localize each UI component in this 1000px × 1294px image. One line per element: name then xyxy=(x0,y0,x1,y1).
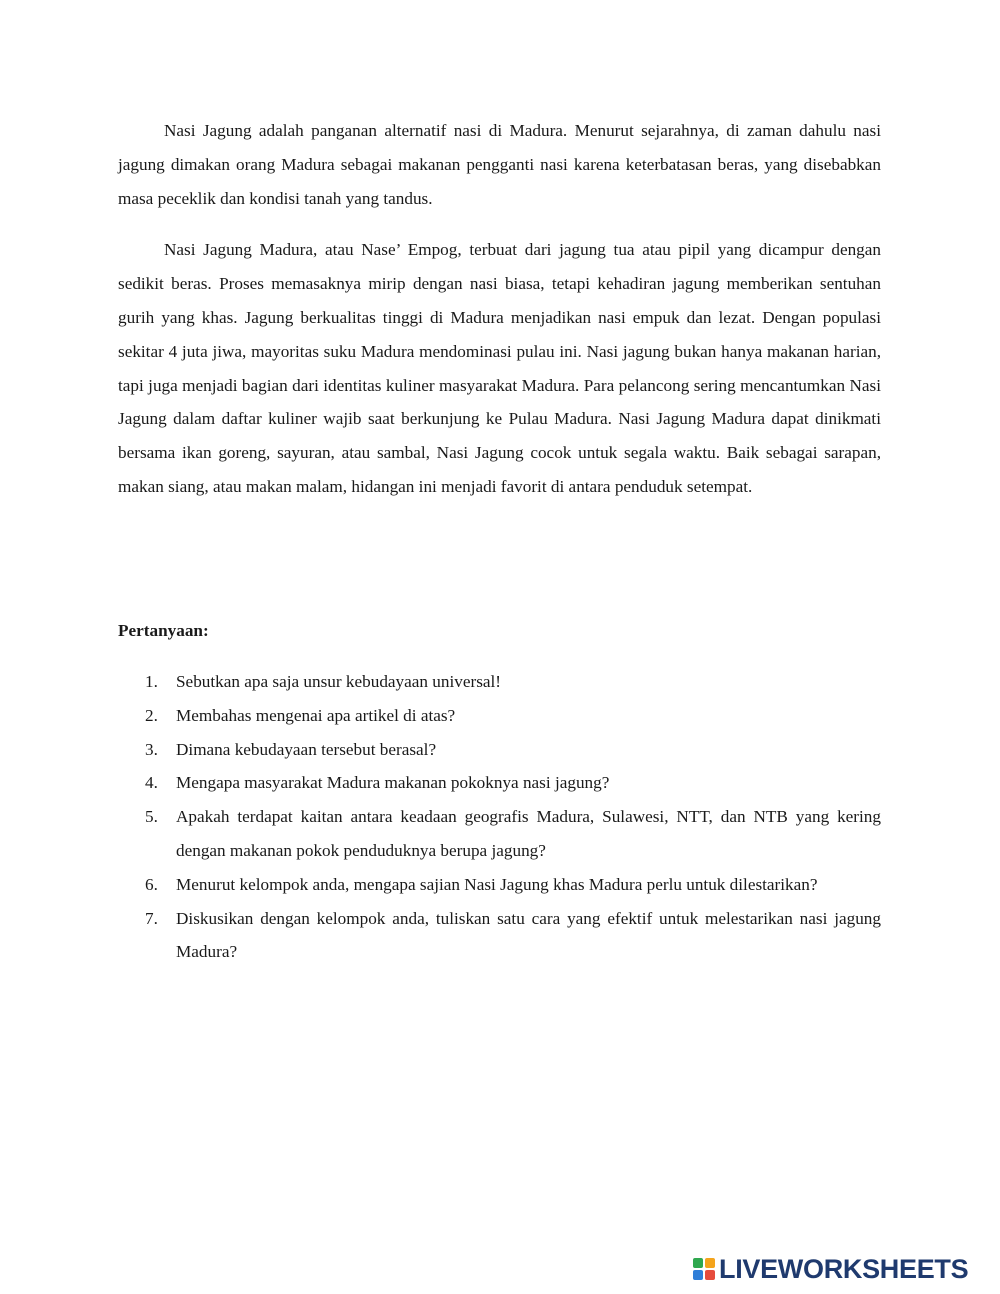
brand-name: LIVEWORKSHEETS xyxy=(719,1254,969,1284)
liveworksheets-logo-icon xyxy=(693,1258,715,1280)
article-paragraph-1: Nasi Jagung adalah panganan alternatif nasi di Madura. Menurut sejarahnya, di zaman dahulu nasi jagung dimakan orang Madura sebagai makanan pengganti nasi karena keterbatasan beras, yang disebabkan masa peceklik dan kondisi tanah yang tandus. xyxy=(118,121,881,208)
article-paragraph-2: Nasi Jagung Madura, atau Nase’ Empog, terbuat dari jagung tua atau pipil yang dicampur dengan sedikit beras. Proses memasaknya mirip dengan nasi biasa, tetapi kehadiran jagung memberikan sentuhan gurih yang khas. Jagung berkualitas tinggi di Madura menjadikan nasi empuk dan lezat. Dengan populasi sekitar 4 juta jiwa, mayoritas suku Madura mendominasi pulau ini. Nasi jagung bukan hanya makanan harian, tapi juga menjadi bagian dari identitas kuliner masyarakat Madura. Para pelancong sering mencantumkan Nasi Jagung dalam daftar kuliner wajib saat berkunjung ke Pulau Madura. Nasi Jagung Madura dapat dinikmati bersama ikan goreng, sayuran, atau sambal, Nasi Jagung cocok untuk segala waktu. Baik sebagai sarapan, makan siang, atau makan malam, hidangan ini menjadi favorit di antara penduduk setempat. xyxy=(118,240,881,496)
question-number: 1. xyxy=(145,672,158,691)
question-item xyxy=(118,868,881,902)
question-item xyxy=(118,733,881,767)
question-number: 4. xyxy=(145,773,158,793)
question-item xyxy=(118,665,881,699)
question-list xyxy=(118,665,881,969)
logo-square-blue xyxy=(693,1270,703,1280)
question-item xyxy=(118,902,881,970)
logo-square-orange xyxy=(705,1258,715,1268)
question-text: Apakah terdapat kaitan antara keadaan geografis Madura, Sulawesi, NTT, dan NTB yang kering dengan makanan pokok penduduknya berupa jagung? xyxy=(176,807,881,860)
question-text: Diskusikan dengan kelompok anda, tuliskan satu cara yang efektif untuk melestarikan nasi jagung Madura? xyxy=(176,908,881,962)
question-item xyxy=(118,766,881,800)
question-item xyxy=(118,800,881,868)
question-number: 6. xyxy=(145,874,158,894)
question-number: 2. xyxy=(145,705,158,725)
question-text: Mengapa masyarakat Madura makanan pokoknya nasi jagung? xyxy=(176,773,610,793)
question-text: Dimana kebudayaan tersebut berasal? xyxy=(176,739,437,759)
liveworksheets-brand[interactable] xyxy=(693,1255,968,1283)
question-number: 5. xyxy=(145,807,158,827)
questions-heading: Pertanyaan: xyxy=(118,621,209,640)
question-text: Menurut kelompok anda, mengapa sajian Nasi Jagung khas Madura perlu untuk dilestarikan? xyxy=(176,874,818,894)
question-item xyxy=(118,699,881,733)
article-body xyxy=(118,114,881,504)
logo-square-red xyxy=(705,1270,715,1280)
question-text: Sebutkan apa saja unsur kebudayaan universal! xyxy=(176,672,502,691)
question-number: 7. xyxy=(145,908,158,928)
logo-square-green xyxy=(693,1258,703,1268)
question-text: Membahas mengenai apa artikel di atas? xyxy=(176,705,456,725)
question-number: 3. xyxy=(145,739,158,759)
